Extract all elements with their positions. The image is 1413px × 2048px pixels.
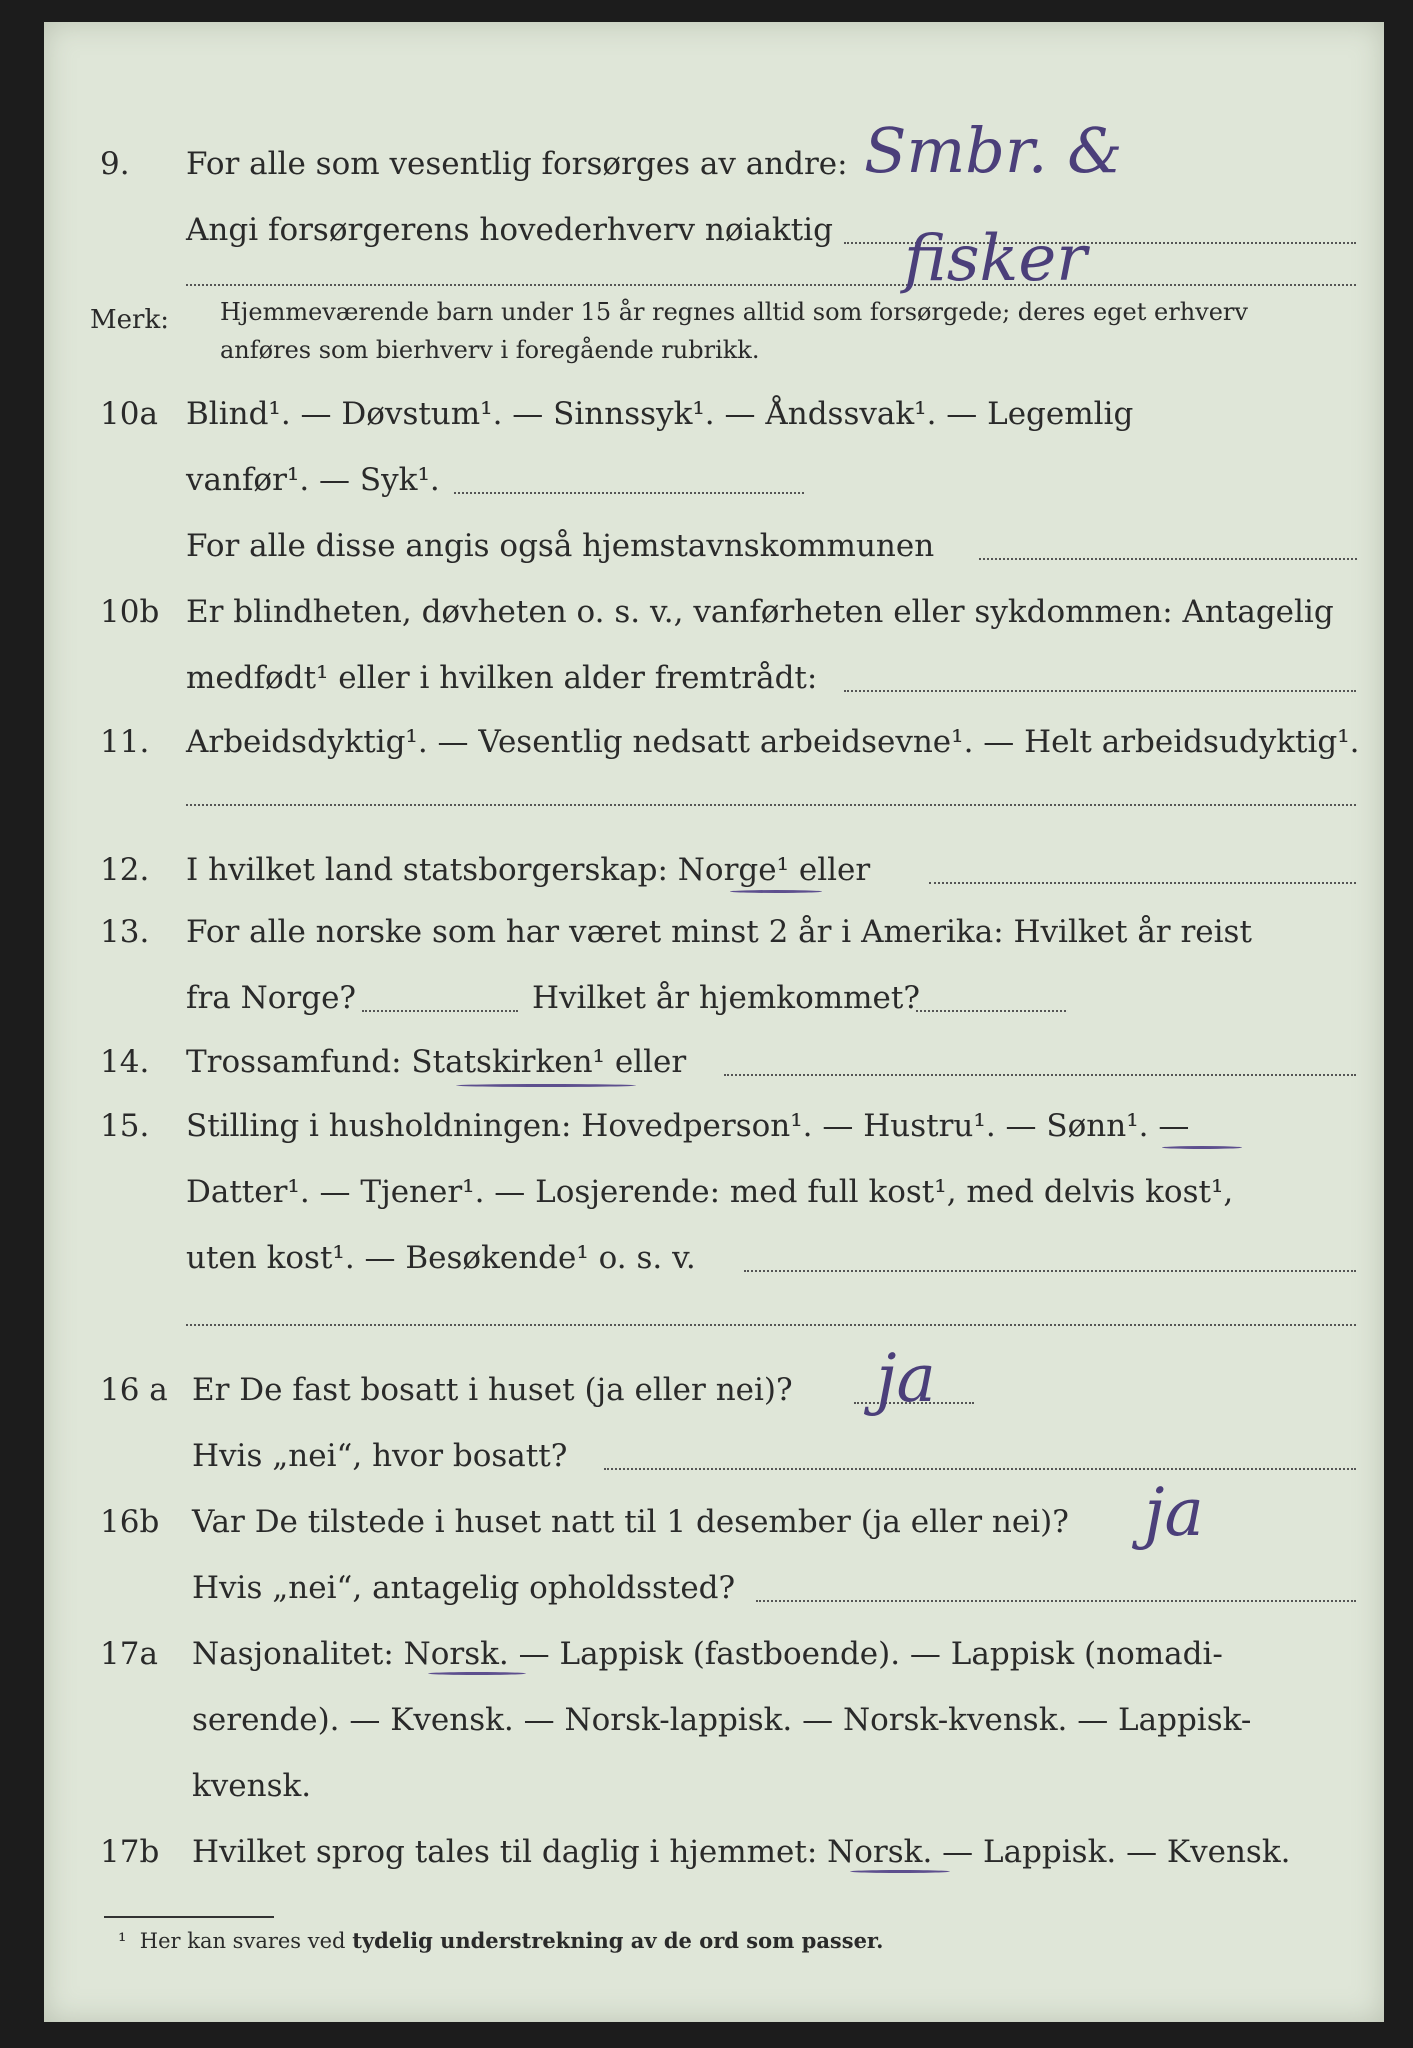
q17a-row-2 (44, 1690, 1384, 1750)
q15-number: 15. (100, 1108, 150, 1144)
q10a-answer-line-2 (979, 558, 1357, 560)
q12-underline-norge (730, 890, 822, 893)
q17b-number: 17b (100, 1834, 160, 1870)
q17a-text-2: serende). — Kvensk. — Norsk-lappisk. — Norsk-kvensk. — Lappisk- (192, 1702, 1252, 1738)
q14-row-1 (44, 1032, 1384, 1092)
merk-text-1: Hjemmeværende barn under 15 år regnes alltid som forsørgede; deres eget erhverv (220, 298, 1248, 326)
footnote-rule (104, 1916, 274, 1918)
q17b-row-1 (44, 1822, 1384, 1882)
q15-row-3 (44, 1228, 1384, 1288)
q17b-text-1: Hvilket sprog tales til daglig i hjemmet: Norsk. — Lappisk. — Kvensk. (192, 1834, 1291, 1870)
q14-number: 14. (100, 1044, 150, 1080)
merk-text-2: anføres som bierhverv i foregående rubrikk. (220, 336, 760, 364)
q10b-text-1: Er blindheten, døvheten o. s. v., vanførheten eller sykdommen: Antagelig (186, 594, 1334, 630)
footnote (118, 1928, 883, 1953)
q16b-number: 16b (100, 1504, 160, 1540)
q15-underline-sonn (1162, 1146, 1242, 1149)
q16a-text-2: Hvis „nei“, hvor bosatt? (192, 1438, 568, 1474)
q16b-handwritten-answer: ja (1144, 1474, 1204, 1551)
q12-row-1 (44, 840, 1384, 900)
q16a-text-1: Er De fast bosatt i huset (ja eller nei)? (192, 1372, 793, 1408)
q17a-row-1 (44, 1624, 1384, 1684)
q10a-text-2: vanfør¹. — Syk¹. (186, 462, 440, 498)
q11-row-1 (44, 712, 1384, 772)
footnote-text: Her kan svares ved (139, 1929, 346, 1953)
q17a-row-3 (44, 1756, 1384, 1816)
q10b-row-2 (44, 648, 1384, 708)
q15-answer-line-2 (186, 1324, 1356, 1326)
q17a-text-1: Nasjonalitet: Norsk. — Lappisk (fastboende). — Lappisk (nomadi- (192, 1636, 1223, 1672)
q15-row-2 (44, 1162, 1384, 1222)
q10b-number: 10b (100, 594, 160, 630)
q9-handwritten-answer-2: fisker (904, 222, 1087, 296)
q12-number: 12. (100, 852, 150, 888)
q10a-row-3 (44, 516, 1384, 576)
q16b-row-2 (44, 1558, 1384, 1618)
q13-number: 13. (100, 914, 150, 950)
q13-answer-line-2 (916, 1010, 1066, 1012)
q15-answer-line-1 (744, 1270, 1356, 1272)
q11-number: 11. (100, 724, 150, 760)
q17a-number: 17a (100, 1636, 158, 1672)
q11-answer-line (186, 804, 1356, 806)
q12-text-1: I hvilket land statsborgerskap: Norge¹ eller (186, 852, 871, 888)
q9-number: 9. (100, 146, 130, 182)
q10a-row-2 (44, 450, 1384, 510)
q10a-row-1 (44, 384, 1384, 444)
q9-answer-line-2 (186, 284, 1356, 286)
q17a-text-3: kvensk. (192, 1768, 312, 1804)
q17b-underline-norsk (850, 1870, 950, 1873)
q16b-answer-line (756, 1600, 1356, 1602)
footnote-mark: ¹ (118, 1929, 127, 1953)
q14-answer-line (724, 1074, 1356, 1076)
q10a-answer-line-1 (454, 492, 804, 494)
q11-text-1: Arbeidsdyktig¹. — Vesentlig nedsatt arbeidsevne¹. — Helt arbeidsudyktig¹. (186, 724, 1360, 760)
q13-text-2b: Hvilket år hjemkommet? (532, 980, 920, 1016)
q14-underline-statskirken (456, 1084, 636, 1087)
q10b-answer-line (844, 690, 1356, 692)
q14-text-1: Trossamfund: Statskirken¹ eller (186, 1044, 687, 1080)
q16b-text-2: Hvis „nei“, antagelig opholdssted? (192, 1570, 736, 1606)
census-form-page (44, 22, 1384, 2022)
merk-label: Merk: (90, 305, 169, 335)
q9-text-2: Angi forsørgerens hovederhverv nøiaktig (186, 212, 833, 248)
q10a-text-1: Blind¹. — Døvstum¹. — Sinnssyk¹. — Åndssvak¹. — Legemlig (186, 396, 1134, 432)
q13-text-1: For alle norske som har været minst 2 år i Amerika: Hvilket år reist (186, 914, 1252, 950)
q10a-number: 10a (100, 396, 158, 432)
q9-row-1 (44, 134, 1384, 194)
q16a-handwritten-answer: ja (876, 1340, 936, 1417)
q15-text-1: Stilling i husholdningen: Hovedperson¹. — Hustru¹. — Sønn¹. — (186, 1108, 1190, 1144)
footnote-text-bold: tydelig understrekning av de ord som passer. (352, 1928, 884, 1953)
q16a-row-1 (44, 1360, 1384, 1420)
q16b-text-1: Var De tilstede i huset natt til 1 desember (ja eller nei)? (192, 1504, 1069, 1540)
q10b-row-1 (44, 582, 1384, 642)
q16a-answer-line-2 (604, 1468, 1356, 1470)
q13-row-1 (44, 902, 1384, 962)
q16a-number: 16 a (100, 1372, 168, 1408)
q13-row-2 (44, 968, 1384, 1028)
q9-handwritten-answer-1: Smbr. & (864, 114, 1123, 187)
q9-row-2 (44, 200, 1384, 260)
merk-note (44, 288, 1384, 368)
q17a-underline-norsk (428, 1672, 526, 1675)
q15-text-3: uten kost¹. — Besøkende¹ o. s. v. (186, 1240, 696, 1276)
q13-answer-line-1 (362, 1010, 518, 1012)
q13-text-2a: fra Norge? (186, 980, 357, 1016)
q12-answer-line (929, 882, 1356, 884)
q10a-text-3: For alle disse angis også hjemstavnskommunen (186, 528, 935, 564)
q10b-text-2: medfødt¹ eller i hvilken alder fremtrådt: (186, 660, 818, 696)
q15-text-2: Datter¹. — Tjener¹. — Losjerende: med full kost¹, med delvis kost¹, (186, 1174, 1234, 1210)
q9-text-1: For alle som vesentlig forsørges av andre: (186, 146, 848, 182)
